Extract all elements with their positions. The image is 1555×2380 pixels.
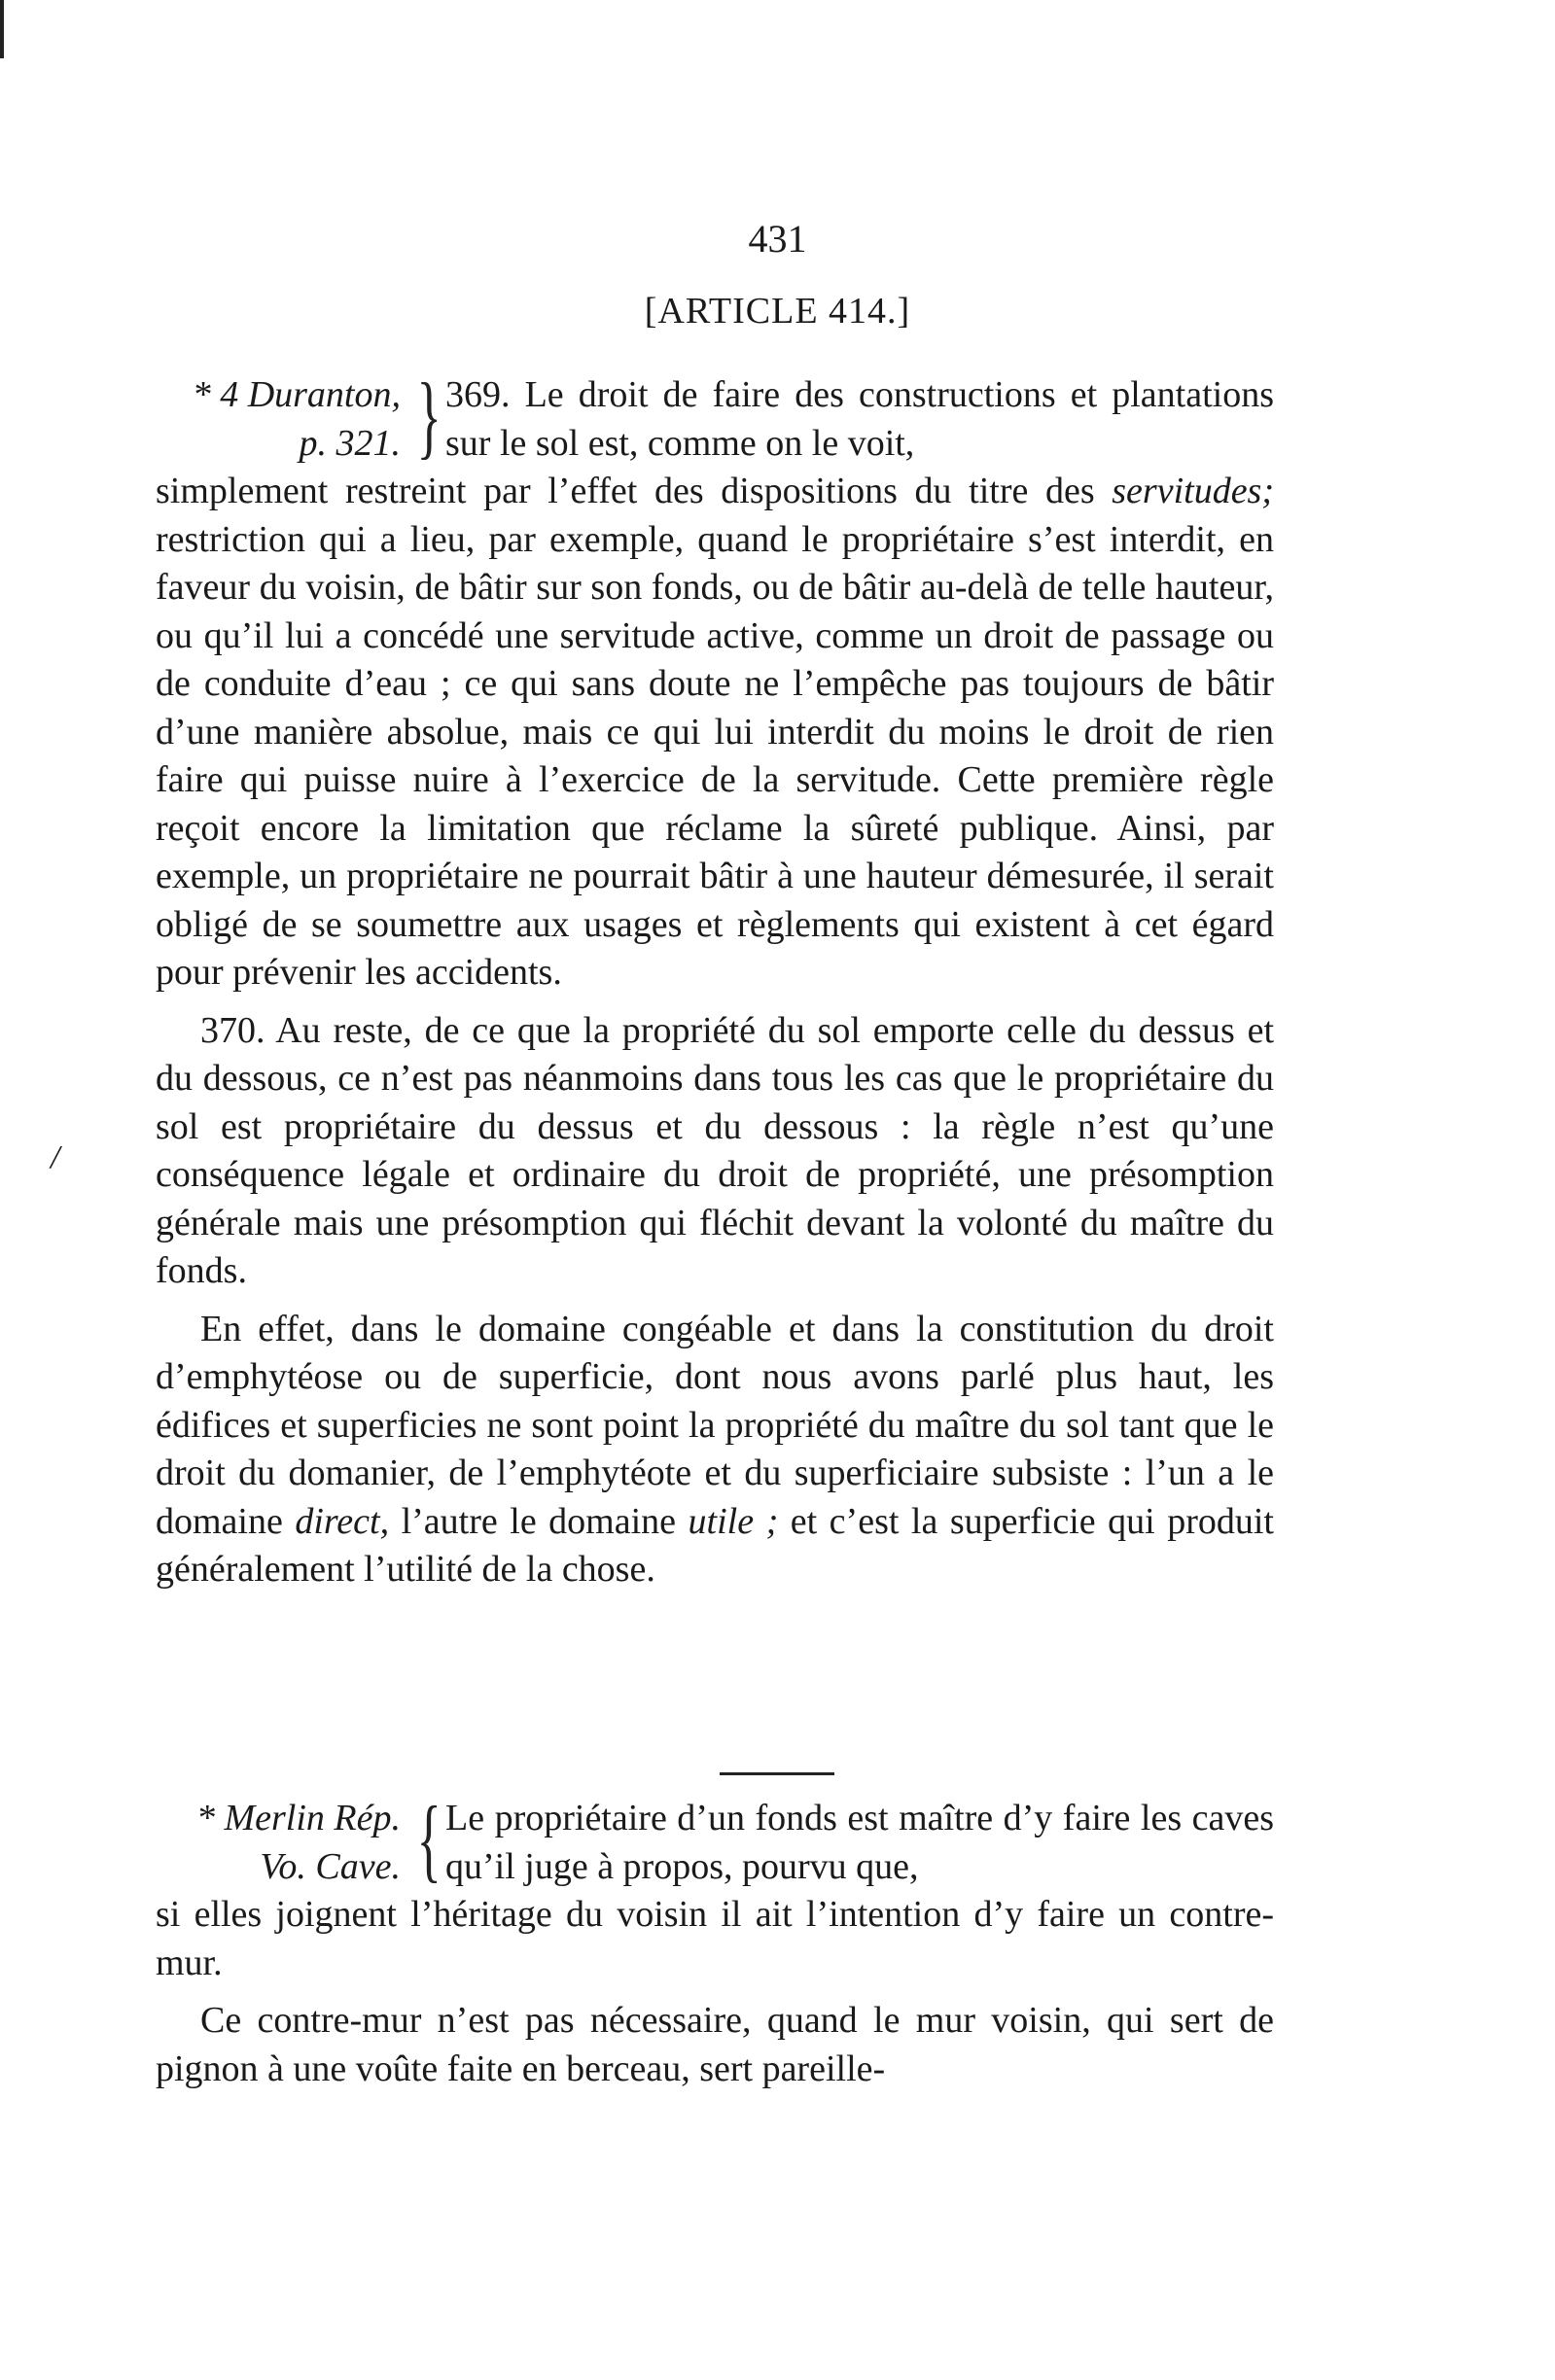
paragraph-369 [156,468,1274,998]
page-number: 431 [748,217,807,261]
margin-reference-line-2: p. 321. [299,422,401,464]
paragraph-text: En effet, dans le domaine congéable et dans la constitution du droit d’emphytéose ou de superficie, dont nous avons parlé plus haut, les édifices et superficies ne sont point la propriété du maître du sol tant que le droit du domanier, de l’emphytéote et du superficiaire subsiste : l’un a le domaine [156,1308,1274,1542]
paragraph-text: restriction qui a lieu, par exemple, quand le propriétaire s’est interdit, en faveur du voisin, de bâtir sur son fonds, ou de bâtir au-delà de telle hauteur, ou qu’il lui a concédé une servitude active, comme un droit de passage ou de conduite d’eau ; ce qui sans doute ne l’empêche pas toujours de bâtir d’une manière absolue, mais ce qui lui interdit du moins le droit de rien faire qui puisse nuire à l’exercice de la servitude. Cette première règle reçoit encore la limitation que réclame la sûreté publique. Ainsi, par exemple, un propriétaire ne pourrait bâtir à une hauteur démesurée, il serait obligé de se soumettre aux usages et règlements qui existent à cet égard pour prévenir les accidents. [156,518,1274,993]
paragraph-text: simplement restreint par l’effet des dispositions du titre des [156,471,1113,511]
paragraph-en-effet [156,1306,1274,1594]
italic-term: servitudes; [1112,471,1274,511]
italic-term: utile ; [688,1500,779,1542]
paragraph-text: et c’est la superficie qui produit généralement l’utilité de la chose. [156,1500,1274,1590]
scan-edge-mark [0,0,4,58]
article-heading: [ARTICLE 414.] [644,291,911,332]
margin-adjacent-text: Le propriétaire d’un fonds est maître d’y faire les caves qu’il juge à propos, pourvu que, [445,1798,1274,1887]
brace-icon: } [416,364,442,468]
section-divider [720,1772,834,1775]
margin-note-row [156,1787,1274,1891]
margin-reference-line-1: * Merlin Rép. [195,1798,401,1838]
paragraph-370: 370. Au reste, de ce que la propriété du sol emporte celle du dessus et du dessous, ce n’est pas néanmoins dans tous les cas que le propriétaire du sol est propriétaire du dessus et du dessous : la règle n’est qu’une conséquence légale et ordinaire du droit de propriété, une présomption générale mais une présomption qui fléchit devant la volonté du maître du fonds. [156,1009,1274,1291]
paragraph-caves: si elles joignent l’héritage du voisin il ait l’intention d’y faire un contre-mur. [156,1894,1274,1983]
brace-icon: { [416,1787,442,1891]
stray-margin-mark: / [51,1139,60,1175]
margin-adjacent-text: 369. Le droit de faire des constructions et plantations sur le sol est, comme on le voit, [445,374,1274,464]
margin-reference [156,371,408,468]
section-merlin [156,1787,1274,2093]
italic-term: direct, [295,1500,390,1542]
margin-reference-line-2: Vo. Cave. [260,1845,401,1887]
margin-reference [156,1795,408,1891]
paragraph-contre-mur: Ce contre-mur n’est pas nécessaire, quand le mur voisin, qui sert de pignon à une voûte faite en berceau, sert pareille- [156,2000,1274,2089]
margin-reference-line-1: * 4 Duranton, [192,374,401,415]
section-duranton [156,364,1274,1594]
margin-note-row [156,364,1274,468]
paragraph-text: l’autre le domaine [389,1500,689,1542]
